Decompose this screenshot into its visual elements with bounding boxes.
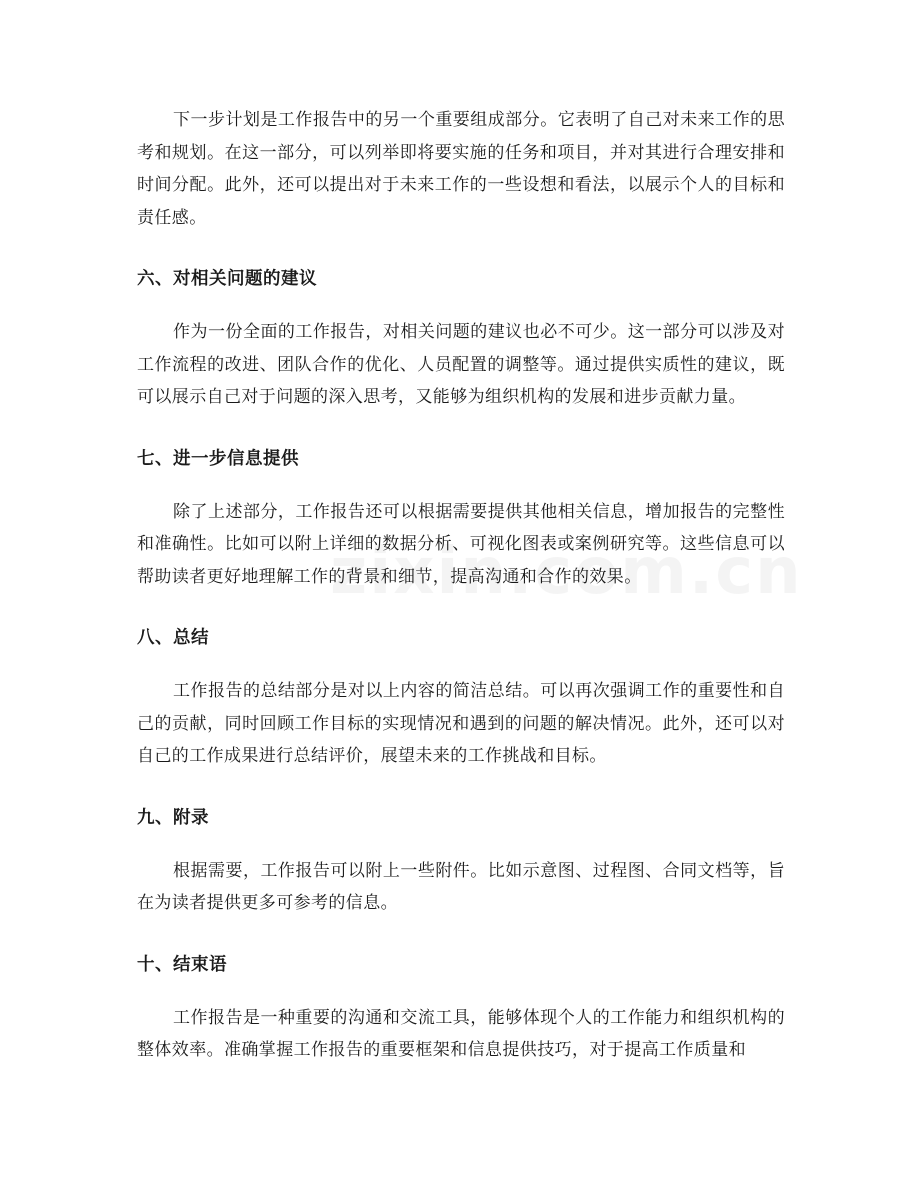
paragraph-summary: 工作报告的总结部分是对以上内容的简洁总结。可以再次强调工作的重要性和自己的贡献，同时回顾工作目标的实现情况和遇到的问题的解决情况。此外，还可以对自己的工作成果进行总结评价，展望未来的工作挑战和目标。: [137, 681, 785, 766]
paragraph-further-info: 除了上述部分，工作报告还可以根据需要提供其他相关信息，增加报告的完整性和准确性。比如可以附上详细的数据分析、可视化图表或案例研究等。这些信息可以帮助读者更好地理解工作的背景和细节，提高沟通和合作的效果。: [137, 501, 785, 587]
section-heading-suggestions: 六、对相关问题的建议: [137, 269, 317, 289]
section-heading-closing: 十、结束语: [137, 954, 227, 975]
section-heading-appendix: 九、附录: [137, 807, 209, 828]
document-body: [137, 104, 785, 1067]
paragraph-appendix: 根据需要，工作报告可以附上一些附件。比如示意图、过程图、合同文档等，旨在为读者提供更多可参考的信息。: [137, 860, 785, 913]
paragraph-closing: 工作报告是一种重要的沟通和交流工具，能够体现个人的工作能力和组织机构的整体效率。准确掌握工作报告的重要框架和信息提供技巧，对于提高工作质量和: [137, 1007, 785, 1060]
section-heading-summary: 八、总结: [137, 628, 209, 648]
paragraph-suggestions: 作为一份全面的工作报告，对相关问题的建议也必不可少。这一部分可以涉及对工作流程的改进、团队合作的优化、人员配置的调整等。通过提供实质性的建议，既可以展示自己对于问题的深入思考，又能够为组织机构的发展和进步贡献力量。: [137, 322, 785, 407]
section-heading-further-info: 七、进一步信息提供: [137, 448, 299, 469]
paragraph-next-plan: 下一步计划是工作报告中的另一个重要组成部分。它表明了自己对未来工作的思考和规划。在这一部分，可以列举即将要实施的任务和项目，并对其进行合理安排和时间分配。此外，还可以提出对于未来工作的一些设想和看法，以展示个人的目标和责任感。: [137, 110, 785, 228]
